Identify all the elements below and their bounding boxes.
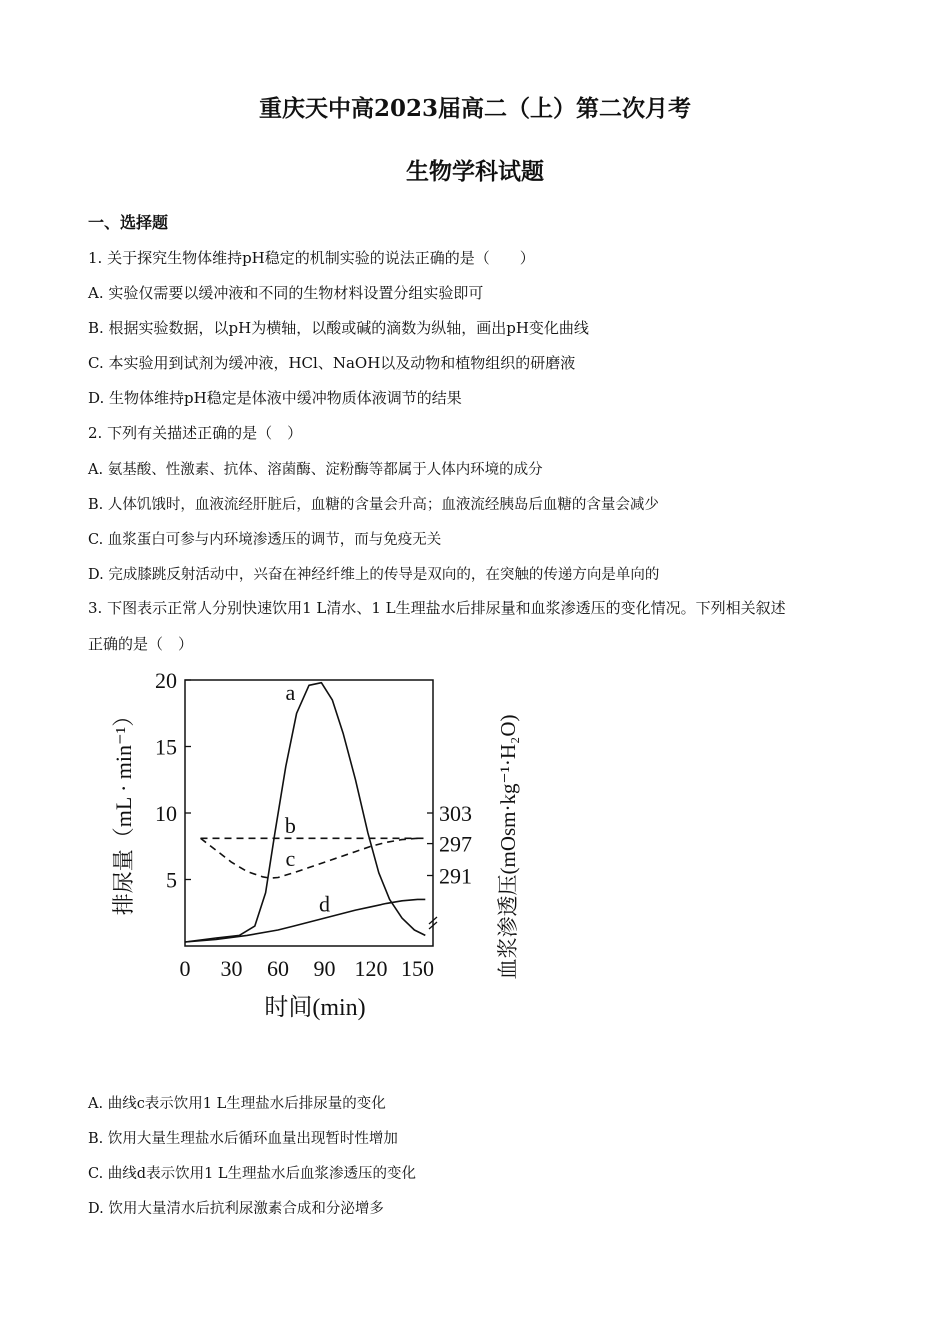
x-tick-label: 150 [401, 956, 434, 981]
section-heading: 一、选择题 [88, 213, 169, 232]
page-subtitle: 生物学科试题 [406, 158, 544, 185]
question-2-option-c: C. 血浆蛋白可参与内环境渗透压的调节，而与免疫无关 [88, 532, 442, 548]
series-d-line [185, 899, 425, 942]
urine-osmolality-chart [95, 660, 545, 1060]
question-1-option-d: D. 生物体维持pH稳定是体液中缓冲物质体液调节的结果 [88, 389, 462, 407]
y-left-tick-label: 5 [166, 867, 177, 893]
chart-series [185, 683, 425, 942]
chart-axes [185, 680, 437, 946]
question-2-option-b: B. 人体饥饿时，血液流经肝脏后，血糖的含量会升高；血液流经胰岛后血糖的含量会减少 [88, 497, 659, 513]
question-1-option-b: B. 根据实验数据，以pH为横轴，以酸或碱的滴数为纵轴，画出pH变化曲线 [88, 319, 589, 337]
question-2-option-a: A. 氨基酸、性激素、抗体、溶菌酶、淀粉酶等都属于人体内环境的成分 [88, 462, 543, 478]
y-right-tick-label: 297 [439, 831, 472, 857]
curve-label-c: c [285, 846, 296, 872]
chart-labels [285, 680, 330, 916]
question-2-option-d: D. 完成膝跳反射活动中，兴奋在神经纤维上的传导是双向的，在突触的传递方向是单向的 [88, 567, 660, 583]
y-left-tick-label: 15 [155, 734, 177, 760]
y-axis-right-label: 血浆渗透压(mOsm·kg⁻¹·H₂O) [496, 714, 520, 980]
x-axis-label: 时间(min) [264, 995, 366, 1021]
curve-label-d: d [319, 891, 330, 917]
question-3-option-a: A. 曲线c表示饮用1 L生理盐水后排尿量的变化 [88, 1096, 386, 1112]
question-3-stem-line-1: 3. 下图表示正常人分别快速饮用1 L清水、1 L生理盐水后排尿量和血浆渗透压的变化情况。下列相关叙述 [88, 599, 786, 617]
x-tick-label: 60 [267, 956, 289, 981]
y-left-tick-label: 20 [155, 668, 177, 693]
plot-frame [185, 680, 433, 946]
x-tick-label: 120 [354, 956, 388, 981]
y-axis-left-label: 排尿量（mL · min⁻¹） [111, 704, 136, 916]
question-1-option-c: C. 本实验用到试剂为缓冲液，HCl、NaOH以及动物和植物组织的研磨液 [88, 354, 576, 372]
curve-label-b: b [284, 812, 296, 838]
chart-ticks [155, 668, 472, 981]
y-right-tick-label: 303 [439, 801, 472, 826]
y-left-tick-label: 10 [155, 801, 177, 826]
x-tick-label: 30 [220, 956, 243, 981]
page-title: 重庆天中高2023届高二（上）第二次月考 [258, 95, 691, 122]
question-2-stem: 2. 下列有关描述正确的是（ ） [88, 424, 303, 442]
question-3-option-b: B. 饮用大量生理盐水后循环血量出现暂时性增加 [88, 1131, 398, 1147]
x-tick-label: 90 [313, 956, 336, 981]
curve-label-a: a [285, 679, 296, 705]
question-3-stem-line-2: 正确的是（ ） [88, 635, 194, 653]
question-1-option-a: A. 实验仅需要以缓冲液和不同的生物材料设置分组实验即可 [88, 284, 484, 302]
question-3-option-c: C. 曲线d表示饮用1 L生理盐水后血浆渗透压的变化 [88, 1166, 417, 1182]
question-3-option-d: D. 饮用大量清水后抗利尿激素合成和分泌增多 [88, 1201, 384, 1217]
series-c-line [201, 838, 418, 878]
y-right-tick-label: 291 [439, 863, 472, 889]
x-tick-label: 0 [179, 956, 191, 981]
question-1-stem: 1. 关于探究生物体维持pH稳定的机制实验的说法正确的是（ ） [88, 249, 535, 267]
